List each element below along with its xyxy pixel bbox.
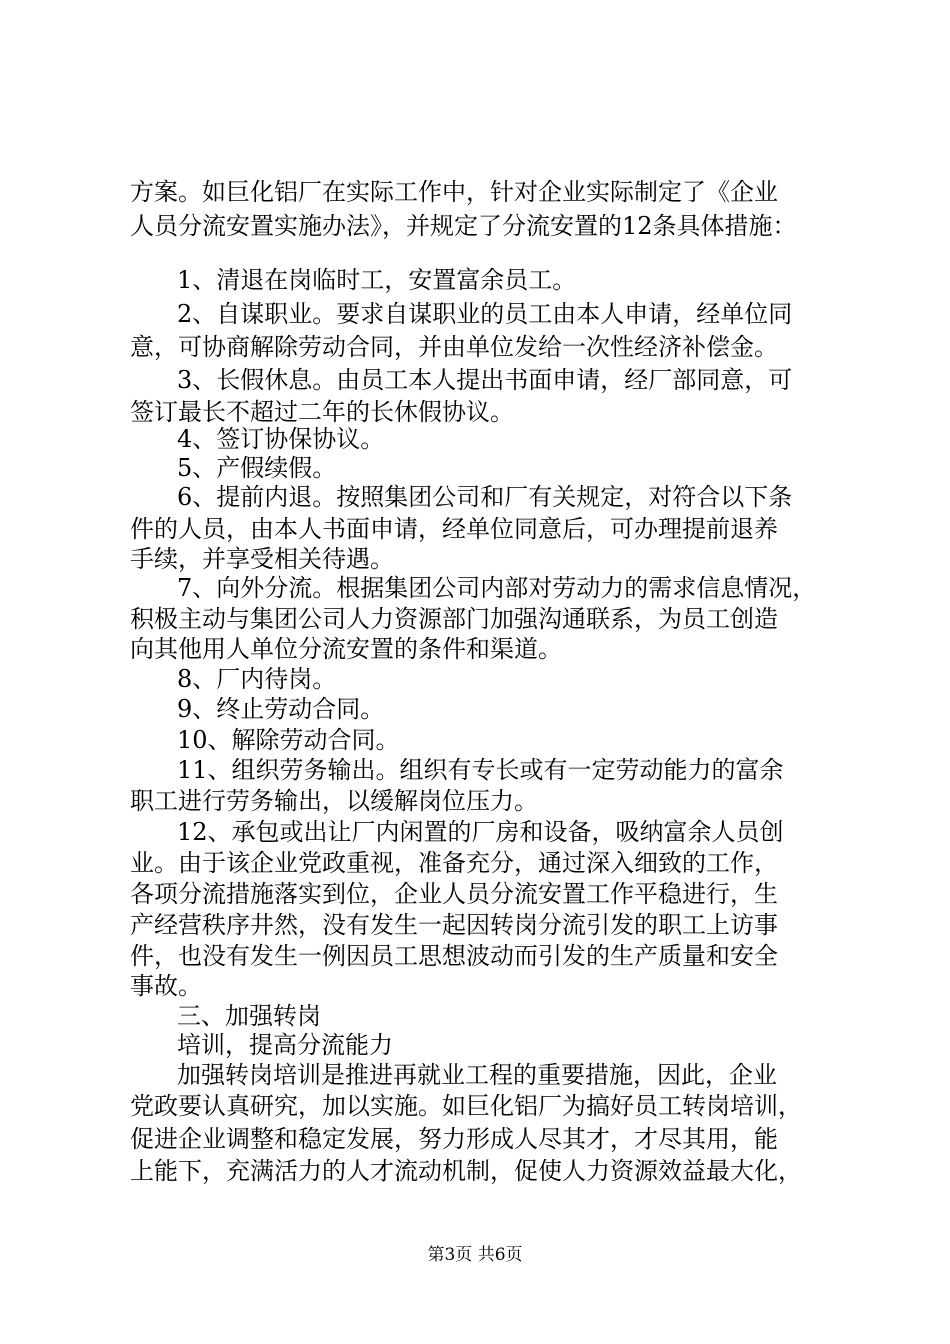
measure-item-9: 9、终止劳动合同。 [177,695,385,723]
body-text-line: 各项分流措施落实到位，企业人员分流安置工作平稳进行，生 [130,880,778,908]
measure-item-8: 8、厂内待岗。 [177,665,337,693]
body-text-line: 件的人员，由本人书面申请，经单位同意后，可办理提前退养 [130,515,778,543]
page-footer: 第3页 共6页 [427,1245,523,1265]
body-text-line: 人员分流安置实施办法》，并规定了分流安置的12条具体措施： [130,212,797,240]
measure-item-6: 6、提前内退。按照集团公司和厂有关规定，对符合以下条 [177,483,793,511]
body-text-line: 积极主动与集团公司人力资源部门加强沟通联系，为员工创造 [130,605,778,633]
measure-item-3: 3、长假休息。由员工本人提出书面申请，经厂部同意，可 [177,366,793,394]
measure-item-7: 7、向外分流。根据集团公司内部对劳动力的需求信息情况， [177,574,817,602]
body-text-line: 手续，并享受相关待遇。 [130,545,394,573]
measure-item-2: 2、自谋职业。要求自谋职业的员工由本人申请，经单位同 [177,300,793,328]
paragraph-start: 加强转岗培训是推进再就业工程的重要措施，因此，企业 [177,1061,777,1089]
body-text-line: 产经营秩序井然，没有发生一起因转岗分流引发的职工上访事 [130,911,778,939]
body-text-line: 签订最长不超过二年的长休假协议。 [130,398,514,426]
body-text-line: 事故。 [130,972,202,1000]
section-heading: 三、加强转岗 [177,1002,321,1030]
body-text-line: 向其他用人单位分流安置的条件和渠道。 [130,635,562,663]
body-text-line: 意，可协商解除劳动合同，并由单位发给一次性经济补偿金。 [130,333,778,361]
body-text-line: 方案。如巨化铝厂在实际工作中，针对企业实际制定了《企业 [130,178,778,206]
body-text-line: 上能下，充满活力的人才流动机制，促使人力资源效益最大化， [130,1157,802,1185]
body-text-line: 职工进行劳务输出，以缓解岗位压力。 [130,787,538,815]
section-heading-continued: 培训，提高分流能力 [177,1031,393,1059]
measure-item-12: 12、承包或出让厂内闲置的厂房和设备，吸纳富余人员创 [177,818,784,846]
body-text-line: 件，也没有发生一例因员工思想波动而引发的生产质量和安全 [130,942,778,970]
measure-item-4: 4、签订协保协议。 [177,425,385,453]
measure-item-5: 5、产假续假。 [177,454,337,482]
measure-item-11: 11、组织劳务输出。组织有专长或有一定劳动能力的富余 [177,756,784,784]
measure-item-1: 1、清退在岗临时工，安置富余员工。 [177,266,577,294]
body-text-line: 党政要认真研究，加以实施。如巨化铝厂为搞好员工转岗培训， [130,1092,802,1120]
body-text-line: 业。由于该企业党政重视，准备充分，通过深入细致的工作， [130,849,778,877]
measure-item-10: 10、解除劳动合同。 [177,726,400,754]
body-text-line: 促进企业调整和稳定发展，努力形成人尽其才，才尽其用，能 [130,1125,778,1153]
